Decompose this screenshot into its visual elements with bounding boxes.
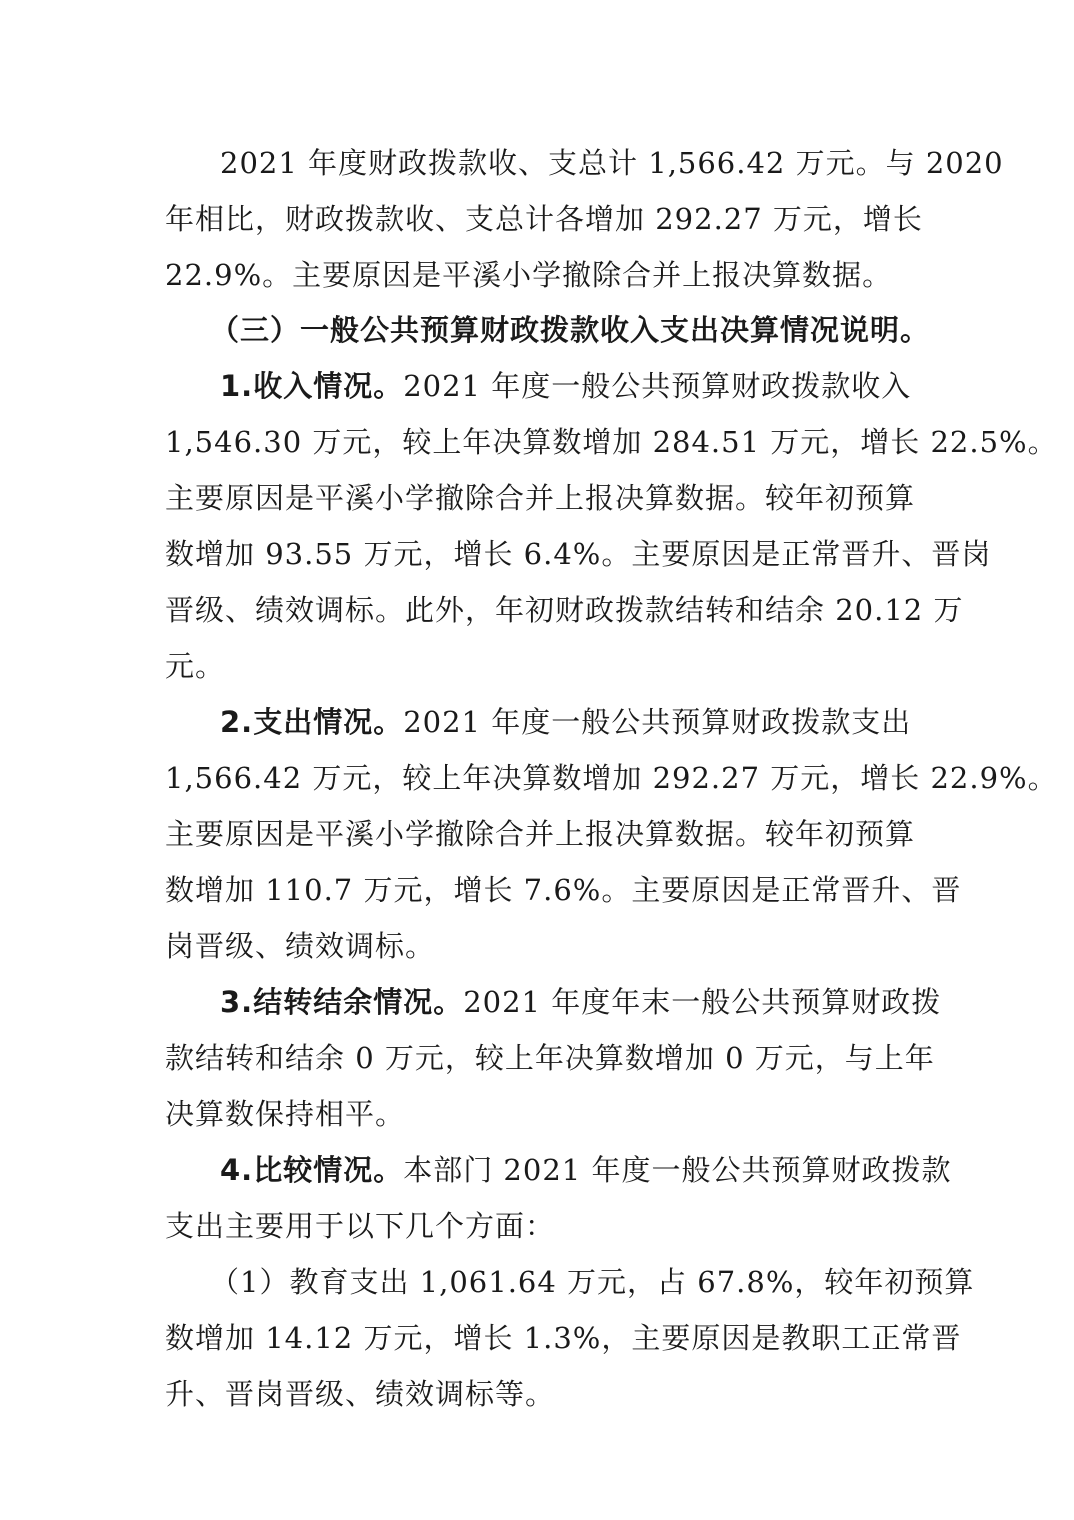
paragraph-line: 晋级、绩效调标。此外，年初财政拨款结转和结余 20.12 万 [165,593,964,627]
paragraph-line [220,984,941,1020]
paragraph-line: 2021 年度财政拨款收、支总计 1,566.42 万元。与 2020 [220,146,1004,180]
paragraph-line: 22.9%。主要原因是平溪小学撤除合并上报决算数据。 [165,258,893,292]
paragraph-line: 主要原因是平溪小学撤除合并上报决算数据。较年初预算 [165,481,916,515]
paragraph-line: 岗晋级、绩效调标。 [165,929,436,963]
compare-text: 本部门 2021 年度一般公共预算财政拨款 [403,1153,952,1187]
paragraph-line: 数增加 93.55 万元，增长 6.4%。主要原因是正常晋升、晋岗 [165,537,992,571]
paragraph-line: 升、晋岗晋级、绩效调标等。 [165,1377,556,1411]
paragraph-line [220,704,911,740]
carryover-heading: 3.结转结余情况。 [220,985,464,1019]
section-heading: （三）一般公共预算财政拨款收入支出决算情况说明。 [210,313,931,347]
paragraph-line: 支出主要用于以下几个方面： [165,1209,556,1243]
paragraph-line [220,1152,951,1188]
paragraph-line: 款结转和结余 0 万元，较上年决算数增加 0 万元，与上年 [165,1041,935,1075]
expense-heading: 2.支出情况。 [220,705,404,739]
carryover-text: 2021 年度年末一般公共预算财政拨 [463,985,942,1019]
income-text: 2021 年度一般公共预算财政拨款收入 [403,369,912,403]
paragraph-line: 主要原因是平溪小学撤除合并上报决算数据。较年初预算 [165,817,916,851]
paragraph-line [220,368,911,404]
paragraph-line: 1,546.30 万元，较上年决算数增加 284.51 万元，增长 22.5%。 [165,425,1058,459]
paragraph-line: 数增加 14.12 万元，增长 1.3%，主要原因是教职工正常晋 [165,1321,962,1355]
paragraph-line: 数增加 110.7 万元，增长 7.6%。主要原因是正常晋升、晋 [165,873,962,907]
income-heading: 1.收入情况。 [220,369,404,403]
paragraph-line: 决算数保持相平。 [165,1097,406,1131]
paragraph-line: 年相比，财政拨款收、支总计各增加 292.27 万元，增长 [165,202,923,236]
expense-text: 2021 年度一般公共预算财政拨款支出 [403,705,912,739]
paragraph-line: （1）教育支出 1,061.64 万元，占 67.8%，较年初预算 [210,1265,975,1299]
paragraph-line: 1,566.42 万元，较上年决算数增加 292.27 万元，增长 22.9%。 [165,761,1058,795]
compare-heading: 4.比较情况。 [220,1153,404,1187]
paragraph-line: 元。 [165,649,226,683]
